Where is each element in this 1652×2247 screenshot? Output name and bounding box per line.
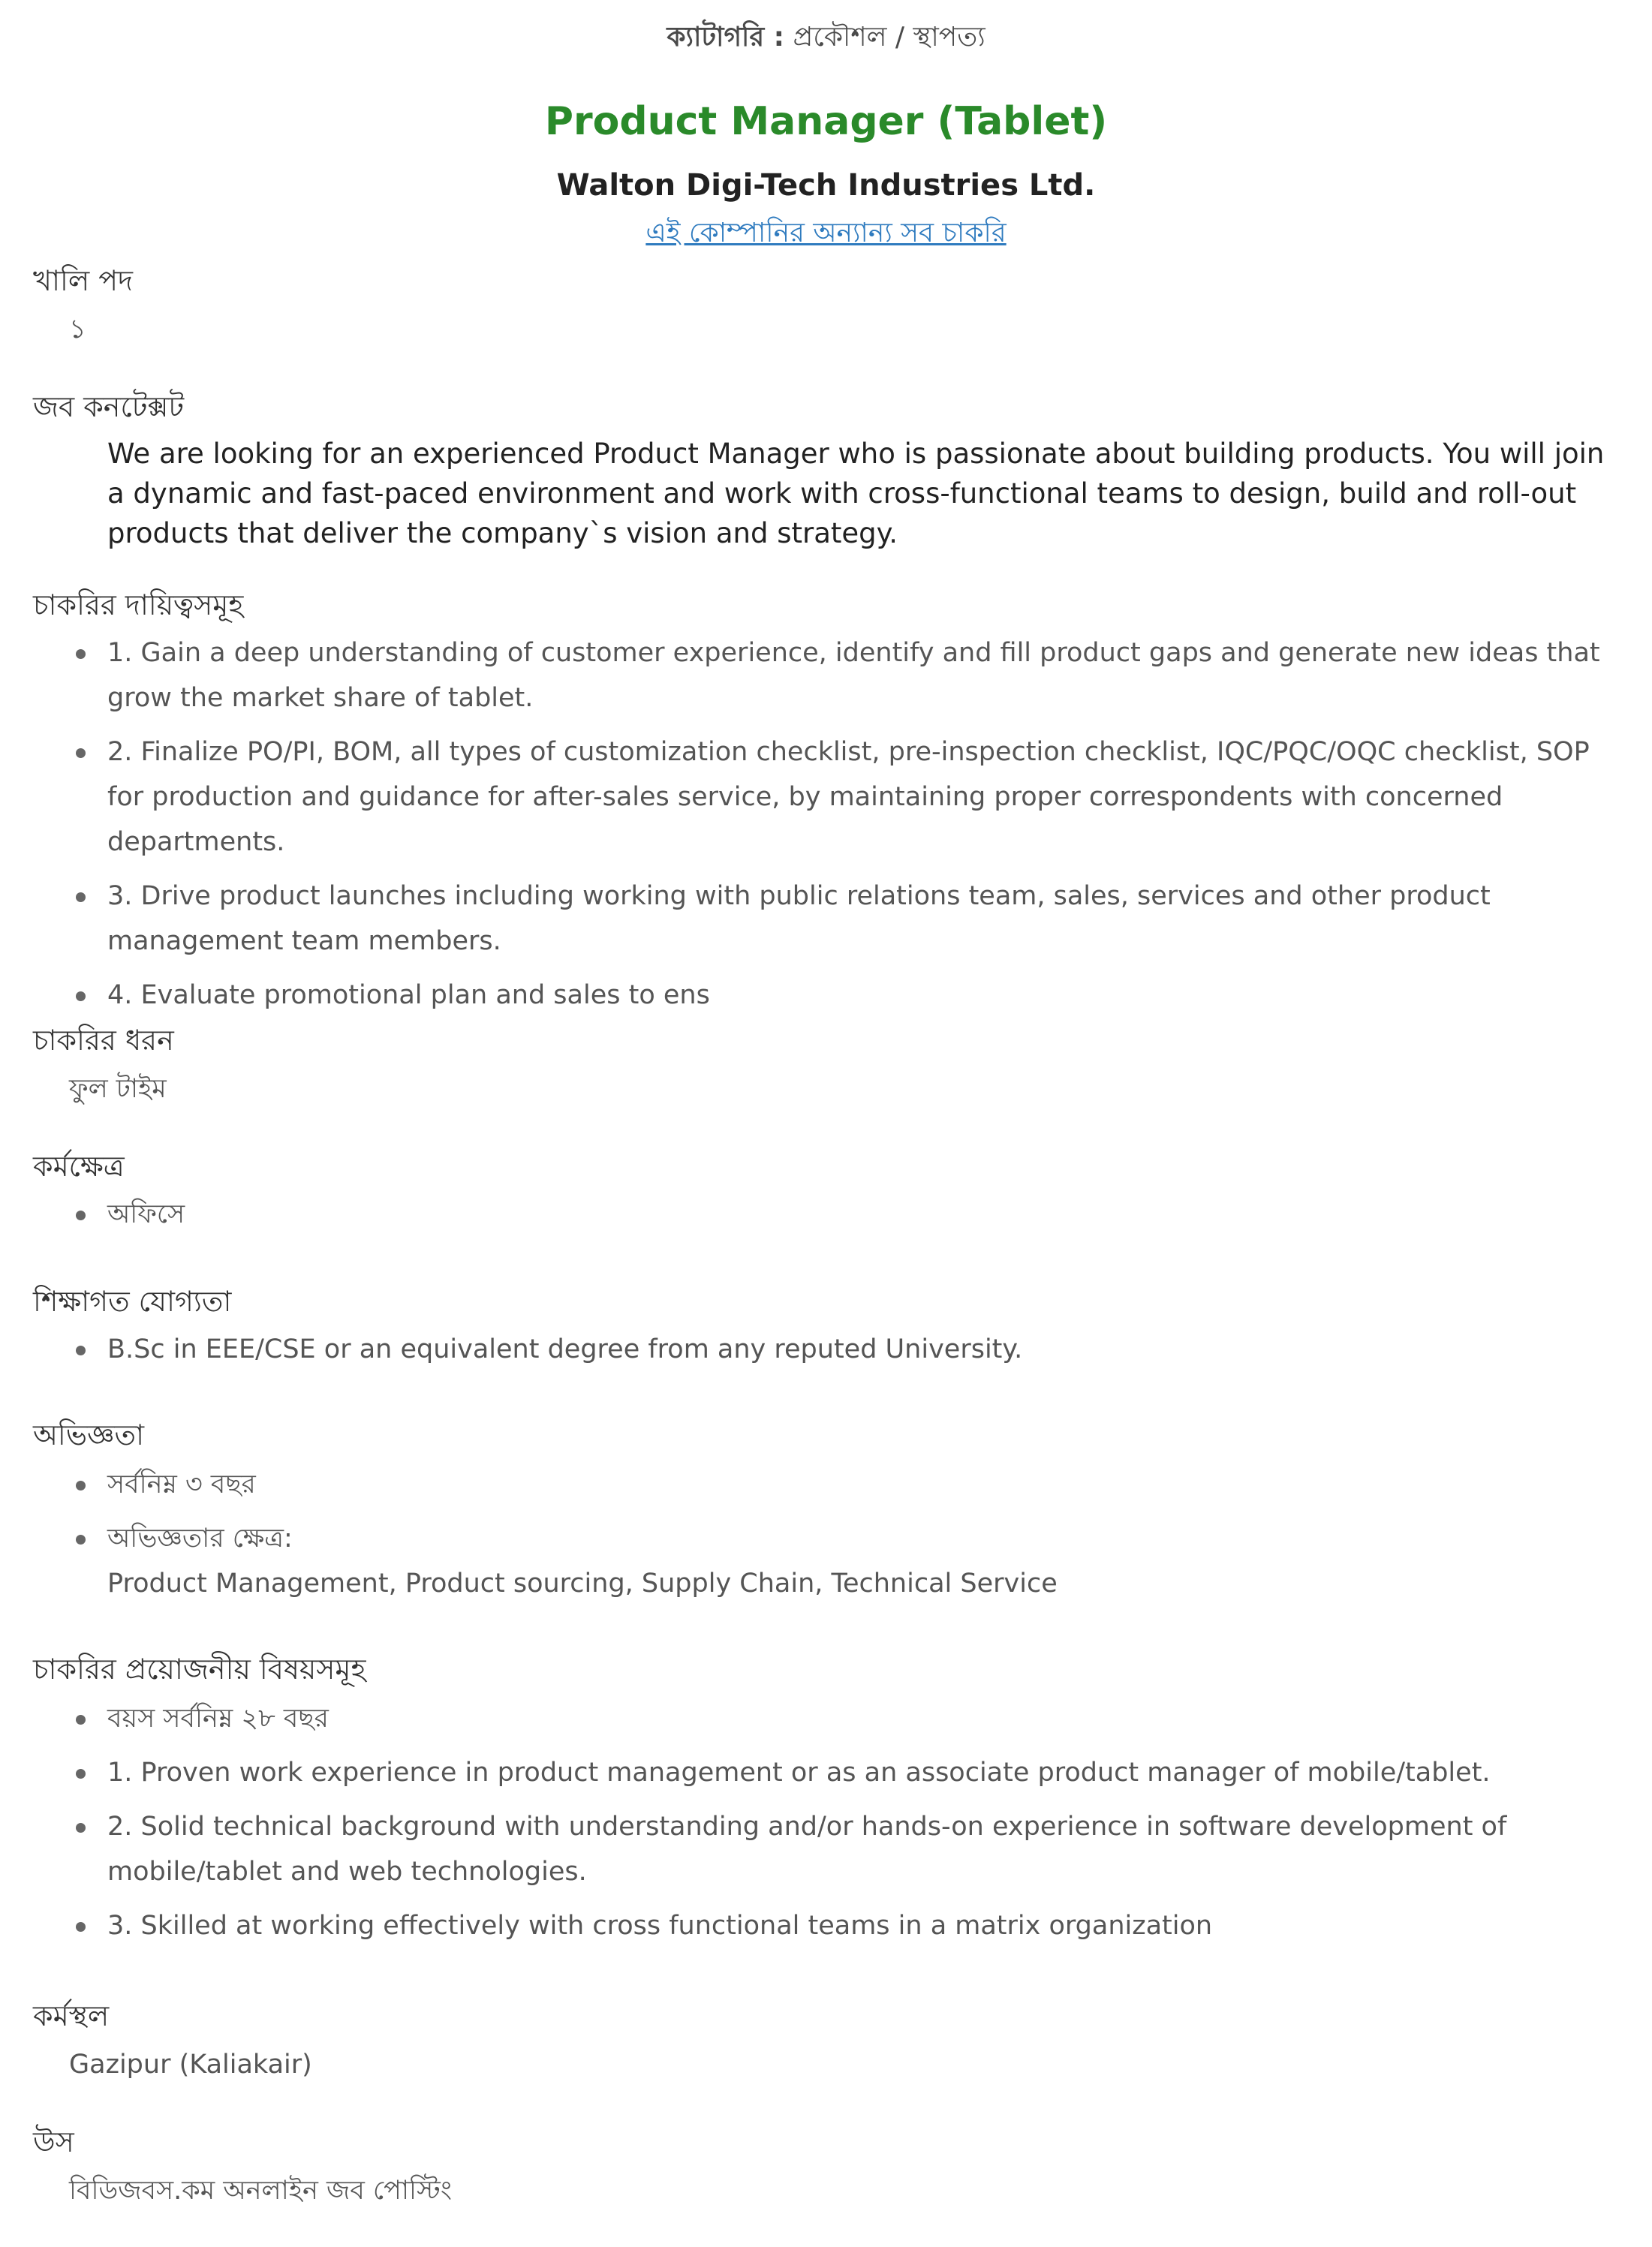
list-item xyxy=(0,973,1623,1018)
source-heading: উ স xyxy=(33,2125,74,2158)
bullet-icon xyxy=(76,1346,86,1355)
education-list xyxy=(0,1327,1623,1381)
list-item xyxy=(0,1327,1623,1372)
category-value: প্রকৌশল / স্থাপত্য xyxy=(793,22,985,53)
list-item xyxy=(0,1696,1623,1741)
company-name: Walton Digi-Tech Industries Ltd. xyxy=(556,168,1096,203)
experience-min-years: সর্বনিম্ন ৩ বছর xyxy=(107,1469,256,1500)
responsibilities-list xyxy=(0,630,1623,1027)
requirement-text: 3. Skilled at working effectively with cross functional teams in a matrix organization xyxy=(107,1911,1213,1941)
bullet-icon xyxy=(76,1769,86,1779)
bullet-icon xyxy=(76,1715,86,1725)
workplace-heading: কর্মক্ষেত্র xyxy=(33,1150,125,1183)
list-item xyxy=(0,1903,1623,1948)
list-item xyxy=(0,1516,1623,1606)
responsibility-text: 2. Finalize PO/PI, BOM, all types of customization checklist, pre-inspection checklist, IQC/PQC/OQC checklist, SOP for production and guidance for after-sales service, by maintaining proper correspondents with concerned departments. xyxy=(107,737,1590,857)
list-item xyxy=(0,1192,1623,1237)
requirements-list xyxy=(0,1696,1623,1957)
bullet-icon xyxy=(76,1922,86,1932)
category-line xyxy=(0,21,1652,54)
requirement-text: 1. Proven work experience in product management or as an associate product manager of mobile/tablet. xyxy=(107,1758,1491,1788)
experience-list xyxy=(0,1462,1623,1615)
vacancy-value: ১ xyxy=(69,314,86,344)
bullet-icon xyxy=(76,1535,86,1545)
bullet-icon xyxy=(76,748,86,758)
workplace-text: অফিসে xyxy=(107,1199,185,1229)
responsibility-text: 4. Evaluate promotional plan and sales to ens xyxy=(107,980,710,1010)
list-item xyxy=(0,1804,1623,1894)
experience-areas-value: Product Management, Product sourcing, Supply Chain, Technical Service xyxy=(107,1569,1058,1599)
list-item xyxy=(0,1750,1623,1795)
requirements-heading: চাকরির প্রয়োজনীয় বিষয়সমূহ xyxy=(33,1653,366,1686)
list-item xyxy=(0,874,1623,964)
job-title: Product Manager (Tablet) xyxy=(544,99,1108,144)
category-label: ক্যাটাগরি : xyxy=(667,22,785,53)
bullet-icon xyxy=(76,649,86,659)
vacancy-heading: খালি পদ xyxy=(33,264,133,297)
responsibility-text: 1. Gain a deep understanding of customer experience, identify and fill product gaps and generate new ideas that grow the market share of tablet. xyxy=(107,638,1600,713)
source-value: বিডিজবস.কম অনলাইন জব পোস্টিং xyxy=(69,2176,452,2206)
experience-areas-label: অভিজ্ঞতার ক্ষেত্র: xyxy=(107,1524,293,1554)
bullet-icon xyxy=(76,991,86,1001)
education-heading: শিক্ষাগত যোগ্যতা xyxy=(33,1285,232,1318)
employment-status-heading: চাকরির ধরন xyxy=(33,1024,174,1057)
bullet-icon xyxy=(76,1481,86,1490)
requirement-text: বয়স সর্বনিম্ন ২৮ বছর xyxy=(107,1704,329,1734)
education-text: B.Sc in EEE/CSE or an equivalent degree from any reputed University. xyxy=(107,1334,1023,1364)
bullet-icon xyxy=(76,1211,86,1220)
responsibilities-heading: চাকরির দায়িত্বসমূহ xyxy=(33,588,244,621)
employment-status-value: ফুল টাইম xyxy=(69,1074,167,1104)
location-heading: কর্মস্থল xyxy=(33,1999,110,2032)
company-jobs-link[interactable]: এই কোম্পানির অন্যান্য সব চাকরি xyxy=(645,218,1007,248)
job-context-text: We are looking for an experienced Product Manager who is passionate about building products. You will join a dynamic and fast-paced environment and work with cross-functional teams to design, build and roll-out products that deliver the company`s vision and strategy. xyxy=(107,438,1605,549)
job-context-heading: জব কনটেক্সট xyxy=(33,390,185,423)
list-item xyxy=(0,729,1623,865)
company-jobs-link-wrap xyxy=(0,216,1652,251)
bullet-icon xyxy=(76,1823,86,1833)
list-item xyxy=(0,1462,1623,1507)
responsibility-text: 3. Drive product launches including working with public relations team, sales, services and other product management team members. xyxy=(107,881,1491,956)
bullet-icon xyxy=(76,892,86,902)
requirement-text: 2. Solid technical background with understanding and/or hands-on experience in software development of mobile/tablet and web technologies. xyxy=(107,1812,1507,1887)
workplace-list xyxy=(0,1192,1623,1246)
list-item xyxy=(0,630,1623,720)
location-value: Gazipur (Kaliakair) xyxy=(69,2050,312,2080)
experience-heading: অভিজ্ঞতা xyxy=(33,1418,144,1451)
